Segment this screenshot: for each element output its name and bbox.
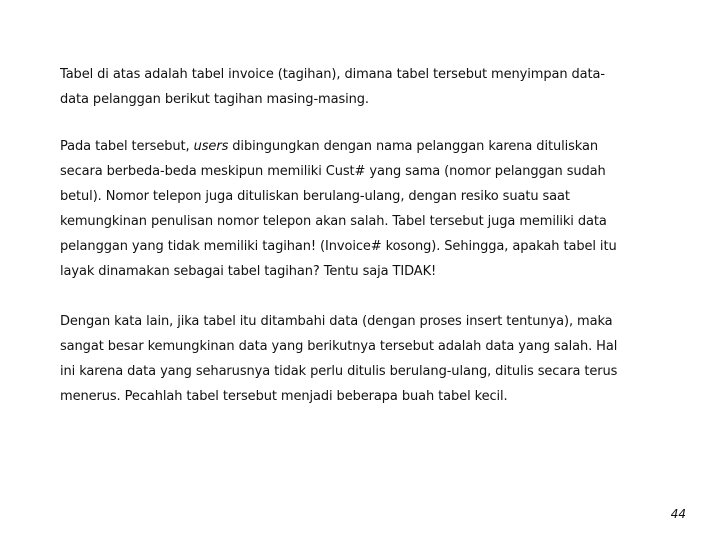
text-line: ini karena data yang seharusnya tidak perlu ditulis berulang-ulang, ditulis secara terus <box>60 364 618 379</box>
text-line: Tabel di atas adalah tabel invoice (tagihan), dimana tabel tersebut menyimpan data- <box>60 67 605 82</box>
text-line: kemungkinan penulisan nomor telepon akan salah. Tabel tersebut juga memiliki data <box>60 214 607 229</box>
text-segment: Pada tabel tersebut, <box>60 139 194 154</box>
paragraph-1 <box>60 62 670 112</box>
body-text <box>60 62 670 409</box>
paragraph-2 <box>60 134 670 284</box>
text-line: secara berbeda-beda meskipun memiliki Cust# yang sama (nomor pelanggan sudah <box>60 164 606 179</box>
text-segment: dibingungkan dengan nama pelanggan karena dituliskan <box>228 139 598 154</box>
paragraph-spacer <box>60 284 670 309</box>
page-number: 44 <box>670 507 686 521</box>
text-line: pelanggan yang tidak memiliki tagihan! (Invoice# kosong). Sehingga, apakah tabel itu <box>60 239 617 254</box>
text-line: data pelanggan berikut tagihan masing-masing. <box>60 92 369 107</box>
emphasized-word: users <box>193 139 229 154</box>
text-line: layak dinamakan sebagai tabel tagihan? Tentu saja TIDAK! <box>60 264 437 279</box>
text-line <box>60 134 670 159</box>
text-line: menerus. Pecahlah tabel tersebut menjadi beberapa buah tabel kecil. <box>60 389 508 404</box>
paragraph-spacer <box>60 112 670 134</box>
text-line: sangat besar kemungkinan data yang berikutnya tersebut adalah data yang salah. Hal <box>60 339 618 354</box>
paragraph-3 <box>60 309 670 409</box>
text-line: betul). Nomor telepon juga dituliskan berulang-ulang, dengan resiko suatu saat <box>60 189 570 204</box>
text-line: Dengan kata lain, jika tabel itu ditambahi data (dengan proses insert tentunya), maka <box>60 314 613 329</box>
